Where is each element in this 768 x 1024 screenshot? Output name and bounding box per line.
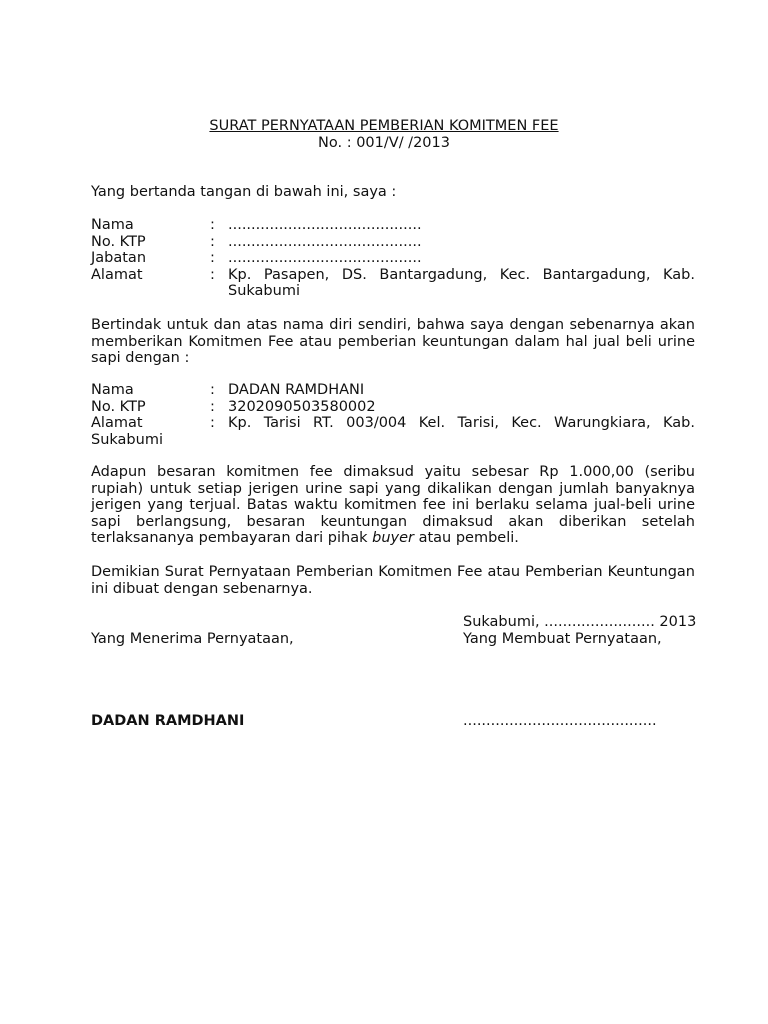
- paragraph-fee-end: atau pembeli.: [418, 530, 519, 547]
- party2-ktp-value: 3202090503580002: [228, 398, 376, 415]
- party1-identity: [91, 217, 695, 300]
- party2-alamat-line1: Kp. Tarisi RT. 003/004 Kel. Tarisi, Kec. Warungkiara, Kab.: [228, 415, 695, 432]
- colon: :: [210, 382, 215, 398]
- party1-nama-value: ..........................................: [228, 217, 422, 233]
- party2-alamat-label: Alamat: [91, 415, 143, 432]
- party1-ktp-value: ..........................................: [228, 233, 422, 250]
- party1-ktp-row: [91, 234, 695, 251]
- party2-ktp-label: No. KTP: [91, 398, 146, 415]
- party2-nama-value: DADAN RAMDHANI: [228, 382, 365, 398]
- maker-label: Yang Membuat Pernyataan,: [463, 631, 662, 647]
- party2-identity: [91, 382, 695, 448]
- party1-alamat-label: Alamat: [91, 266, 143, 283]
- colon: :: [210, 398, 215, 415]
- party1-nama-label: Nama: [91, 217, 134, 233]
- party2-alamat-row: [91, 415, 695, 432]
- party1-alamat-row: [91, 267, 695, 300]
- party1-alamat-line2: Sukabumi: [228, 283, 300, 300]
- party1-alamat-value: [228, 267, 695, 300]
- receiver-name: DADAN RAMDHANI: [91, 713, 245, 729]
- party1-nama-row: [91, 217, 695, 234]
- document-title: SURAT PERNYATAAN PEMBERIAN KOMITMEN FEE: [209, 118, 559, 134]
- colon: :: [210, 233, 215, 250]
- paragraph-closing: Demikian Surat Pernyataan Pemberian Komitmen Fee atau Pemberian Keuntungan ini dibuat dengan sebenarnya.: [91, 564, 695, 597]
- party2-nama-row: [91, 382, 695, 399]
- title-block: [0, 118, 768, 152]
- document-number: No. : 001/V/ /2013: [318, 135, 450, 151]
- intro-text: Yang bertanda tangan di bawah ini, saya :: [91, 184, 397, 200]
- party1-ktp-label: No. KTP: [91, 233, 146, 250]
- receiver-label: Yang Menerima Pernyataan,: [91, 631, 294, 647]
- colon: :: [210, 415, 215, 432]
- place-date: Sukabumi, ........................ 2013: [463, 614, 697, 630]
- paragraph-fee: [91, 464, 695, 547]
- party2-alamat-line2: Sukabumi: [91, 431, 163, 448]
- party1-jabatan-row: [91, 250, 695, 267]
- colon: :: [210, 266, 215, 283]
- maker-name: ..........................................: [463, 713, 657, 729]
- party2-nama-label: Nama: [91, 382, 134, 398]
- paragraph-fee-italic: buyer: [372, 530, 414, 547]
- party1-jabatan-label: Jabatan: [91, 250, 147, 267]
- paragraph-fee-text: Adapun besaran komitmen fee dimaksud yaitu sebesar Rp 1.000,00 (seribu rupiah) untuk setiap jerigen urine sapi yang dikalikan dengan jumlah banyaknya jerigen yang terjual. Batas waktu komitmen fee ini berlaku selama jual-beli urine sapi berlangsung, besaran keuntungan dimaksud akan diberikan setelah terlaksananya pembayaran dari pihak: [91, 464, 695, 547]
- party1-jabatan-value: ..........................................: [228, 250, 422, 267]
- colon: :: [210, 250, 215, 267]
- paragraph-acting: Bertindak untuk dan atas nama diri sendiri, bahwa saya dengan sebenarnya akan memberikan Komitmen Fee atau pemberian keuntungan dalam hal jual beli urine sapi dengan :: [91, 317, 695, 367]
- party1-alamat-line1: Kp. Pasapen, DS. Bantargadung, Kec. Bantargadung, Kab.: [228, 266, 695, 283]
- colon: :: [210, 217, 215, 233]
- party2-ktp-row: [91, 399, 695, 416]
